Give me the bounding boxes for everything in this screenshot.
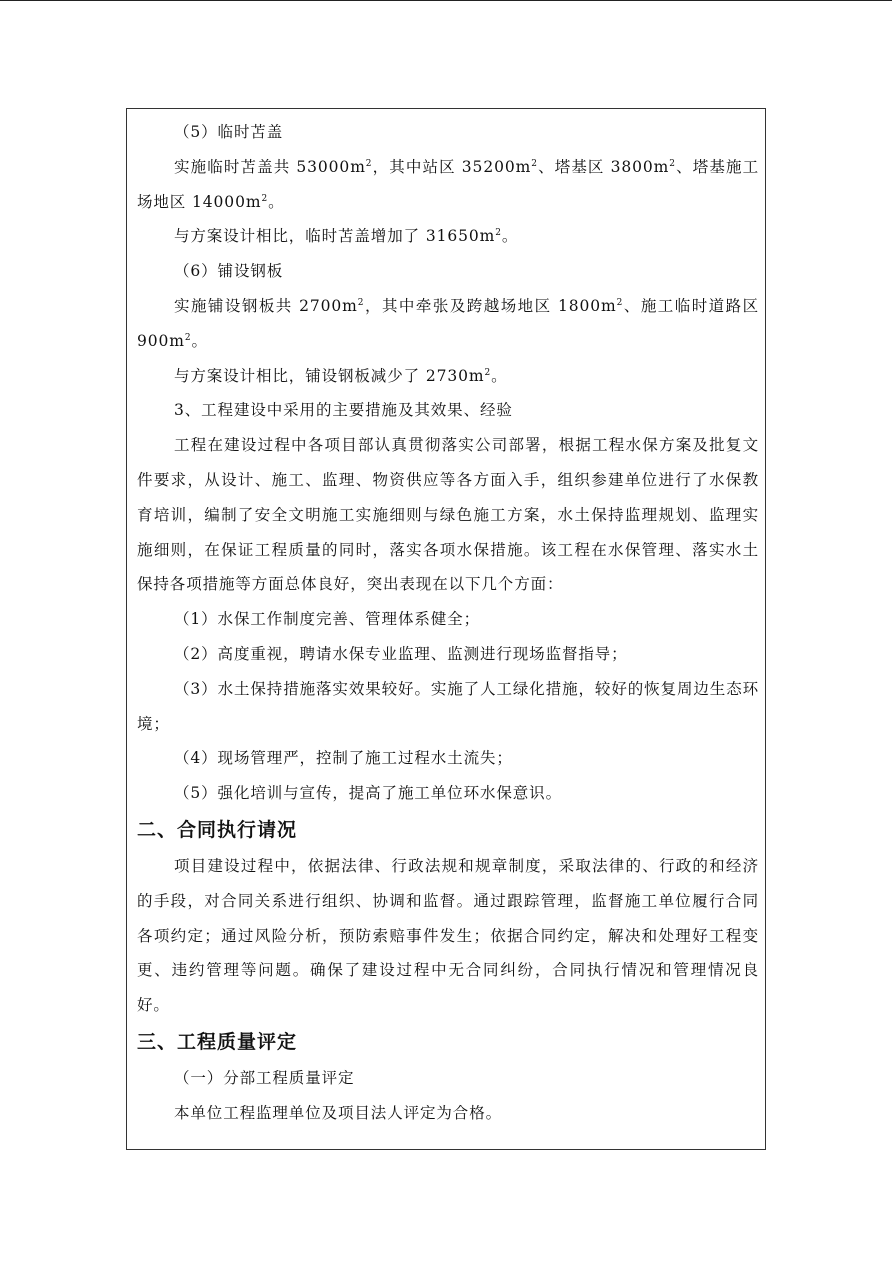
- measures-item: （4）现场管理严，控制了施工过程水土流失；: [174, 749, 513, 768]
- contract-section-body: 项目建设过程中，依据法律、行政法规和规章制度，采取法律的、行政的和经济的手段，对合同关系进行组织、协调和监督。通过跟踪管理，监督施工单位履行合同各项约定；通过风险分析，预防索赔事件发生；依据合同约定，解决和处理好工程变更、违约管理等问题。确保了建设过程中无合同纠纷，合同执行情况和管理情况良好。: [137, 856, 759, 1015]
- measures-intro: 工程在建设过程中各项目部认真贯彻落实公司部署，根据工程水保方案及批复文件要求，从设计、施工、监理、物资供应等各方面入手，组织参建单位进行了水保教育培训，编制了安全文明施工实施细则与绿色施工方案，水土保持监理规划、监理实施细则，在保证工程质量的同时，落实各项水保措施。该工程在水保管理、落实水土保持各项措施等方面总体良好，突出表现在以下几个方面：: [137, 436, 759, 594]
- temp-cover-paragraph-2: 与方案设计相比，临时苫盖增加了 $31650m^2$。: [174, 227, 519, 246]
- measures-heading: 3、工程建设中采用的主要措施及其效果、经验: [174, 401, 513, 420]
- steel-plate-paragraph-1: 实施铺设钢板共 $2700m^2$，其中牵张及跨越场地区 $1800m^2$、施工临时道路区 $900m^2$。: [137, 296, 760, 350]
- measures-item: （3）水土保持措施落实效果较好。实施了人工绿化措施，较好的恢复周边生态环境；: [137, 679, 759, 733]
- temp-cover-paragraph-1: 实施临时苫盖共 $53000m^2$，其中站区 $35200m^2$、塔基区 $3800m^2$、塔基施工场地区 $14000m^2$。: [137, 157, 759, 211]
- document-table-cell: [126, 108, 766, 1150]
- quality-section-heading: 三、工程质量评定: [137, 1030, 298, 1053]
- measures-item: （1）水保工作制度完善、管理体系健全；: [174, 610, 480, 629]
- document-body: [137, 115, 759, 1131]
- steel-plate-paragraph-2: 与方案设计相比，铺设钢板减少了 $2730m^2$。: [174, 366, 508, 385]
- steel-plate-heading: （6）铺设钢板: [174, 262, 284, 281]
- contract-section-heading: 二、合同执行请况: [137, 818, 298, 841]
- page-top-rule: [0, 0, 892, 1]
- temp-cover-heading: （5）临时苫盖: [174, 123, 284, 141]
- quality-section-body: 本单位工程监理单位及项目法人评定为合格。: [174, 1103, 503, 1122]
- measures-item: （5）强化培训与宣传，提高了施工单位环水保意识。: [174, 784, 562, 803]
- measures-item: （2）高度重视，聘请水保专业监理、监测进行现场监督指导；: [174, 644, 628, 663]
- quality-subheading: （一）分部工程质量评定: [174, 1068, 355, 1087]
